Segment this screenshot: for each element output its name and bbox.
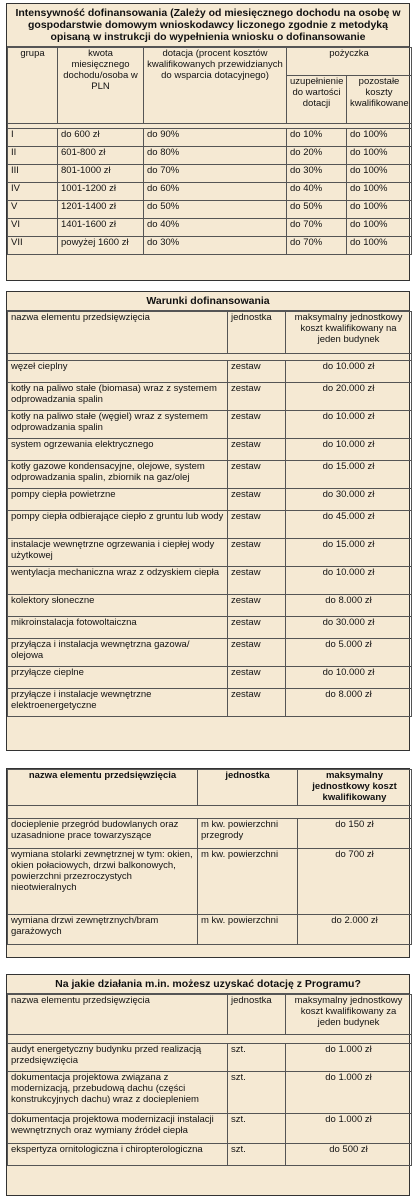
table-row <box>8 539 412 567</box>
jednostka-cell: zestaw <box>228 489 286 511</box>
nazwa-cell: ekspertyza ornitologiczna i chiropterologiczna <box>8 1144 228 1166</box>
nazwa-cell: dokumentacja projektowa modernizacji instalacji wewnętrznych oraz wymiany źródeł ciepła <box>8 1114 228 1144</box>
table-row <box>8 147 412 165</box>
koszt-cell: do 8.000 zł <box>286 595 412 617</box>
nazwa-cell: pompy ciepła odbierające ciepło z gruntu lub wody <box>8 511 228 539</box>
koszt-cell: do 1.000 zł <box>286 1114 412 1144</box>
grupa-cell: III <box>8 165 58 183</box>
koszt-cell: do 10.000 zł <box>286 361 412 383</box>
kwota-cell: 601-800 zł <box>58 147 144 165</box>
koszt-cell: do 500 zł <box>286 1144 412 1166</box>
header-nazwa: nazwa elementu przedsięwzięcia <box>8 312 228 354</box>
grupa-cell: VI <box>8 219 58 237</box>
koszt-cell: do 2.000 zł <box>298 915 412 945</box>
jednostka-cell: zestaw <box>228 383 286 411</box>
uzupelnienie-cell: do 50% <box>287 201 347 219</box>
table-row <box>8 383 412 411</box>
dotacja-cell: do 30% <box>144 237 287 255</box>
uzupelnienie-cell: do 10% <box>287 129 347 147</box>
uzupelnienie-cell: do 70% <box>287 237 347 255</box>
table-row <box>8 667 412 689</box>
header-dotacja: dotacja (procent kosztów kwalifikowanych przewidzianych do wsparcia dotacyjnego) <box>144 48 287 124</box>
koszt-cell: do 5.000 zł <box>286 639 412 667</box>
koszt-cell: do 30.000 zł <box>286 617 412 639</box>
conditions-grid <box>7 311 412 717</box>
insulation-table <box>6 768 410 958</box>
koszt-cell: do 150 zł <box>298 819 412 849</box>
grupa-cell: V <box>8 201 58 219</box>
jednostka-cell: m kw. powierzchni przegrody <box>198 819 298 849</box>
jednostka-cell: szt. <box>228 1072 286 1114</box>
header-jednostka: jednostka <box>228 995 286 1035</box>
dotacja-cell: do 70% <box>144 165 287 183</box>
jednostka-cell: szt. <box>228 1044 286 1072</box>
table-row <box>8 165 412 183</box>
pozostale-cell: do 100% <box>347 165 412 183</box>
actions-grid <box>7 994 412 1166</box>
table-row <box>8 689 412 717</box>
nazwa-cell: przyłącza i instalacja wewnętrzna gazowa/ olejowa <box>8 639 228 667</box>
kwota-cell: 801-1000 zł <box>58 165 144 183</box>
conditions-table-title: Warunki dofinansowania <box>7 292 409 311</box>
table-row <box>8 1044 412 1072</box>
table-row <box>8 639 412 667</box>
jednostka-cell: zestaw <box>228 667 286 689</box>
header-pozostale: pozostałe koszty kwalifikowane <box>347 76 412 124</box>
koszt-cell: do 45.000 zł <box>286 511 412 539</box>
kwota-cell: do 600 zł <box>58 129 144 147</box>
jednostka-cell: zestaw <box>228 639 286 667</box>
table-row <box>8 489 412 511</box>
table-row <box>8 411 412 439</box>
header-kwota: kwota miesięcznego dochodu/osoba w PLN <box>58 48 144 124</box>
header-grupa: grupa <box>8 48 58 124</box>
uzupelnienie-cell: do 30% <box>287 165 347 183</box>
jednostka-cell: m kw. powierzchni <box>198 915 298 945</box>
table-row <box>8 201 412 219</box>
jednostka-cell: zestaw <box>228 617 286 639</box>
header-koszt: maksymalny jednostkowy koszt kwalifikowany za jeden budynek <box>286 995 412 1035</box>
income-table-title: Intensywność dofinansowania (Zależy od miesięcznego dochodu na osobę w gospodarstwie domowym wnioskodawcy liczonego zgodnie z metodyką opisaną w instrukcji do wypełnienia wniosku o dofinansowanie <box>7 4 409 47</box>
jednostka-cell: zestaw <box>228 439 286 461</box>
koszt-cell: do 15.000 zł <box>286 461 412 489</box>
header-nazwa: nazwa elementu przedsięwzięcia <box>8 995 228 1035</box>
pozostale-cell: do 100% <box>347 147 412 165</box>
header-koszt: maksymalny jednostkowy koszt kwalifikowany <box>298 770 412 806</box>
dotacja-cell: do 80% <box>144 147 287 165</box>
jednostka-cell: zestaw <box>228 689 286 717</box>
header-jednostka: jednostka <box>198 770 298 806</box>
table-row <box>8 129 412 147</box>
koszt-cell: do 20.000 zł <box>286 383 412 411</box>
nazwa-cell: wentylacja mechaniczna wraz z odzyskiem ciepła <box>8 567 228 595</box>
table-row <box>8 1072 412 1114</box>
pozostale-cell: do 100% <box>347 237 412 255</box>
table-row <box>8 1144 412 1166</box>
header-koszt: maksymalny jednostkowy koszt kwalifikowany na jeden budynek <box>286 312 412 354</box>
koszt-cell: do 700 zł <box>298 849 412 915</box>
header-jednostka: jednostka <box>228 312 286 354</box>
jednostka-cell: szt. <box>228 1144 286 1166</box>
koszt-cell: do 10.000 zł <box>286 439 412 461</box>
koszt-cell: do 10.000 zł <box>286 411 412 439</box>
uzupelnienie-cell: do 20% <box>287 147 347 165</box>
income-rows <box>8 129 412 255</box>
dotacja-cell: do 40% <box>144 219 287 237</box>
dotacja-cell: do 60% <box>144 183 287 201</box>
koszt-cell: do 10.000 zł <box>286 567 412 595</box>
income-grid <box>7 47 412 255</box>
pozostale-cell: do 100% <box>347 183 412 201</box>
table-row <box>8 511 412 539</box>
nazwa-cell: kotły na paliwo stałe (węgiel) wraz z systemem odprowadzania spalin <box>8 411 228 439</box>
table-row <box>8 461 412 489</box>
table-row <box>8 219 412 237</box>
nazwa-cell: system ogrzewania elektrycznego <box>8 439 228 461</box>
insulation-grid <box>7 769 412 945</box>
uzupelnienie-cell: do 40% <box>287 183 347 201</box>
kwota-cell: 1401-1600 zł <box>58 219 144 237</box>
grupa-cell: VII <box>8 237 58 255</box>
actions-table-title: Na jakie działania m.in. możesz uzyskać dotację z Programu? <box>7 975 409 994</box>
nazwa-cell: kotły na paliwo stałe (biomasa) wraz z systemem odprowadzania spalin <box>8 383 228 411</box>
table-row <box>8 237 412 255</box>
koszt-cell: do 1.000 zł <box>286 1044 412 1072</box>
kwota-cell: 1201-1400 zł <box>58 201 144 219</box>
table-row <box>8 849 412 915</box>
nazwa-cell: wymiana stolarki zewnętrznej w tym: okien, okien połaciowych, drzwi balkonowych, powierzchni przezroczystych nieotwieralnych <box>8 849 198 915</box>
income-table <box>6 3 410 281</box>
table-row <box>8 183 412 201</box>
nazwa-cell: kolektory słoneczne <box>8 595 228 617</box>
jednostka-cell: zestaw <box>228 361 286 383</box>
grupa-cell: II <box>8 147 58 165</box>
jednostka-cell: szt. <box>228 1114 286 1144</box>
table-row <box>8 915 412 945</box>
dotacja-cell: do 50% <box>144 201 287 219</box>
header-pozyczka: pożyczka <box>287 48 412 76</box>
table-row <box>8 1114 412 1144</box>
nazwa-cell: instalacje wewnętrzne ogrzewania i ciepłej wody użytkowej <box>8 539 228 567</box>
jednostka-cell: zestaw <box>228 539 286 567</box>
table-row <box>8 617 412 639</box>
jednostka-cell: zestaw <box>228 461 286 489</box>
kwota-cell: powyżej 1600 zł <box>58 237 144 255</box>
table-row <box>8 439 412 461</box>
grupa-cell: I <box>8 129 58 147</box>
koszt-cell: do 10.000 zł <box>286 667 412 689</box>
table-row <box>8 819 412 849</box>
header-uzupelnienie: uzupełnienie do wartości dotacji <box>287 76 347 124</box>
koszt-cell: do 30.000 zł <box>286 489 412 511</box>
pozostale-cell: do 100% <box>347 129 412 147</box>
koszt-cell: do 1.000 zł <box>286 1072 412 1114</box>
nazwa-cell: pompy ciepła powietrzne <box>8 489 228 511</box>
jednostka-cell: zestaw <box>228 567 286 595</box>
table-row <box>8 361 412 383</box>
nazwa-cell: węzeł cieplny <box>8 361 228 383</box>
koszt-cell: do 15.000 zł <box>286 539 412 567</box>
jednostka-cell: zestaw <box>228 595 286 617</box>
nazwa-cell: przyłącze i instalacje wewnętrzne elektroenergetyczne <box>8 689 228 717</box>
table-row <box>8 595 412 617</box>
header-nazwa: nazwa elementu przedsięwzięcia <box>8 770 198 806</box>
nazwa-cell: mikroinstalacja fotowoltaiczna <box>8 617 228 639</box>
nazwa-cell: dokumentacja projektowa związana z modernizacją, przebudową dachu (części konstrukcyjnych dachu) wraz z dociepleniem <box>8 1072 228 1114</box>
koszt-cell: do 8.000 zł <box>286 689 412 717</box>
nazwa-cell: docieplenie przegród budowlanych oraz uzasadnione prace towarzyszące <box>8 819 198 849</box>
uzupelnienie-cell: do 70% <box>287 219 347 237</box>
jednostka-cell: zestaw <box>228 411 286 439</box>
grupa-cell: IV <box>8 183 58 201</box>
pozostale-cell: do 100% <box>347 219 412 237</box>
jednostka-cell: zestaw <box>228 511 286 539</box>
conditions-table <box>6 291 410 751</box>
jednostka-cell: m kw. powierzchni <box>198 849 298 915</box>
actions-table <box>6 974 410 1196</box>
nazwa-cell: kotły gazowe kondensacyjne, olejowe, system odprowadzania spalin, zbiornik na gaz/olej <box>8 461 228 489</box>
table-row <box>8 567 412 595</box>
nazwa-cell: przyłącze cieplne <box>8 667 228 689</box>
nazwa-cell: wymiana drzwi zewnętrznych/bram garażowych <box>8 915 198 945</box>
kwota-cell: 1001-1200 zł <box>58 183 144 201</box>
nazwa-cell: audyt energetyczny budynku przed realizacją przedsięwzięcia <box>8 1044 228 1072</box>
dotacja-cell: do 90% <box>144 129 287 147</box>
pozostale-cell: do 100% <box>347 201 412 219</box>
